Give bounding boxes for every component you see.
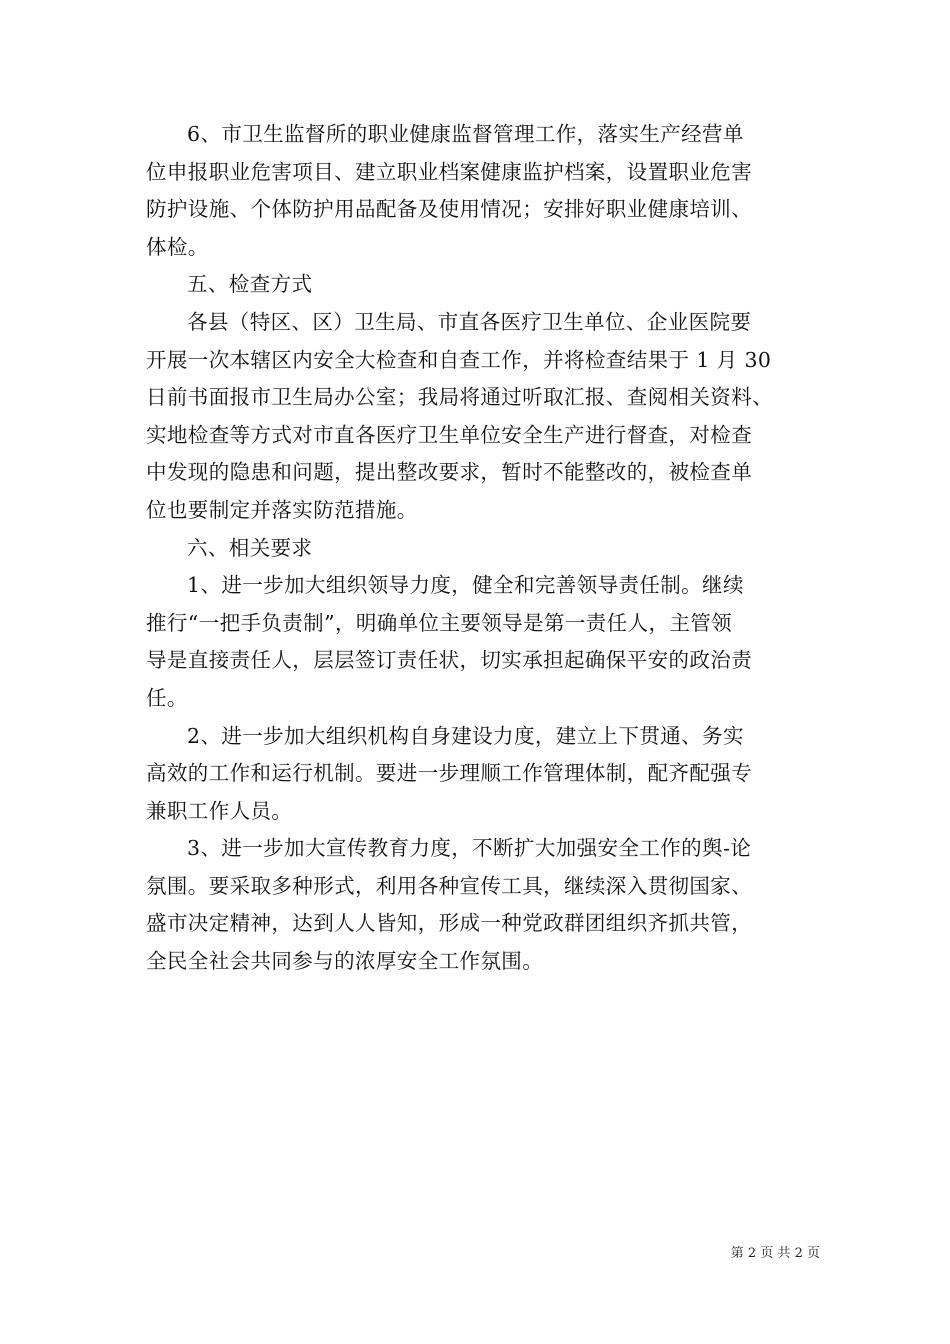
- text-line: 高效的工作和运行机制。要进一步理顺工作管理体制，配齐配强专: [146, 761, 753, 786]
- text-line: 盛市决定精神，达到人人皆知，形成一种党政群团组织齐抓共管，: [146, 911, 753, 936]
- text-line: 位也要制定并落实防范措施。: [146, 497, 418, 522]
- section-heading-inspection-method: [146, 266, 822, 304]
- document-body: [146, 116, 822, 981]
- text-line: 导是直接责任人，层层签订责任状，切实承担起确保平安的政治责: [146, 648, 753, 673]
- paragraph-item-6: [146, 116, 822, 266]
- text-line: 推行“一把手负责制”，明确单位主要领导是第一责任人，主管领: [146, 610, 733, 635]
- text-line: 日前书面报市卫生局办公室；我局将通过听取汇报、查阅相关资料、: [146, 385, 773, 410]
- text-line: 1、进一步加大组织领导力度，健全和完善领导责任制。继续: [187, 573, 744, 598]
- text-line: 体检。: [146, 234, 209, 259]
- text-line: 中发现的隐患和问题，提出整改要求，暂时不能整改的，被检查单: [146, 460, 753, 485]
- section-heading-text: 五、检查方式: [187, 272, 313, 297]
- text-line: 防护设施、个体防护用品配备及使用情况；安排好职业健康培训、: [146, 197, 753, 222]
- text-line: 各县（特区、区）卫生局、市直各医疗卫生单位、企业医院要: [187, 309, 752, 334]
- page-number-footer: 第 2 页 共 2 页: [730, 1246, 820, 1261]
- text-line: 2、进一步加大组织机构自身建设力度，建立上下贯通、务实: [187, 723, 744, 748]
- text-line: 实地检查等方式对市直各医疗卫生单位安全生产进行督查，对检查: [146, 422, 753, 447]
- section-heading-requirements: [146, 530, 822, 568]
- paragraph-requirement-3: [146, 830, 822, 980]
- paragraph-requirement-1: [146, 567, 822, 717]
- text-line: 任。: [146, 685, 188, 710]
- text-line: 3、进一步加大宣传教育力度，不断扩大加强安全工作的舆-论: [187, 836, 752, 861]
- section-heading-text: 六、相关要求: [187, 535, 313, 560]
- paragraph-requirement-2: [146, 718, 822, 831]
- text-line: 全民全社会共同参与的浓厚安全工作氛围。: [146, 949, 544, 974]
- text-line: 6、市卫生监督所的职业健康监督管理工作，落实生产经营单: [187, 122, 744, 146]
- paragraph-inspection-method: [146, 304, 822, 530]
- text-line: 兼职工作人员。: [146, 798, 293, 823]
- text-line: 位申报职业危害项目、建立职业档案健康监护档案，设置职业危害: [146, 159, 753, 184]
- text-line: 开展一次本辖区内安全大检查和自查工作，并将检查结果于 1 月 30: [146, 347, 772, 372]
- text-line: 氛围。要采取多种形式，利用各种宣传工具，继续深入贯彻国家、: [146, 873, 753, 898]
